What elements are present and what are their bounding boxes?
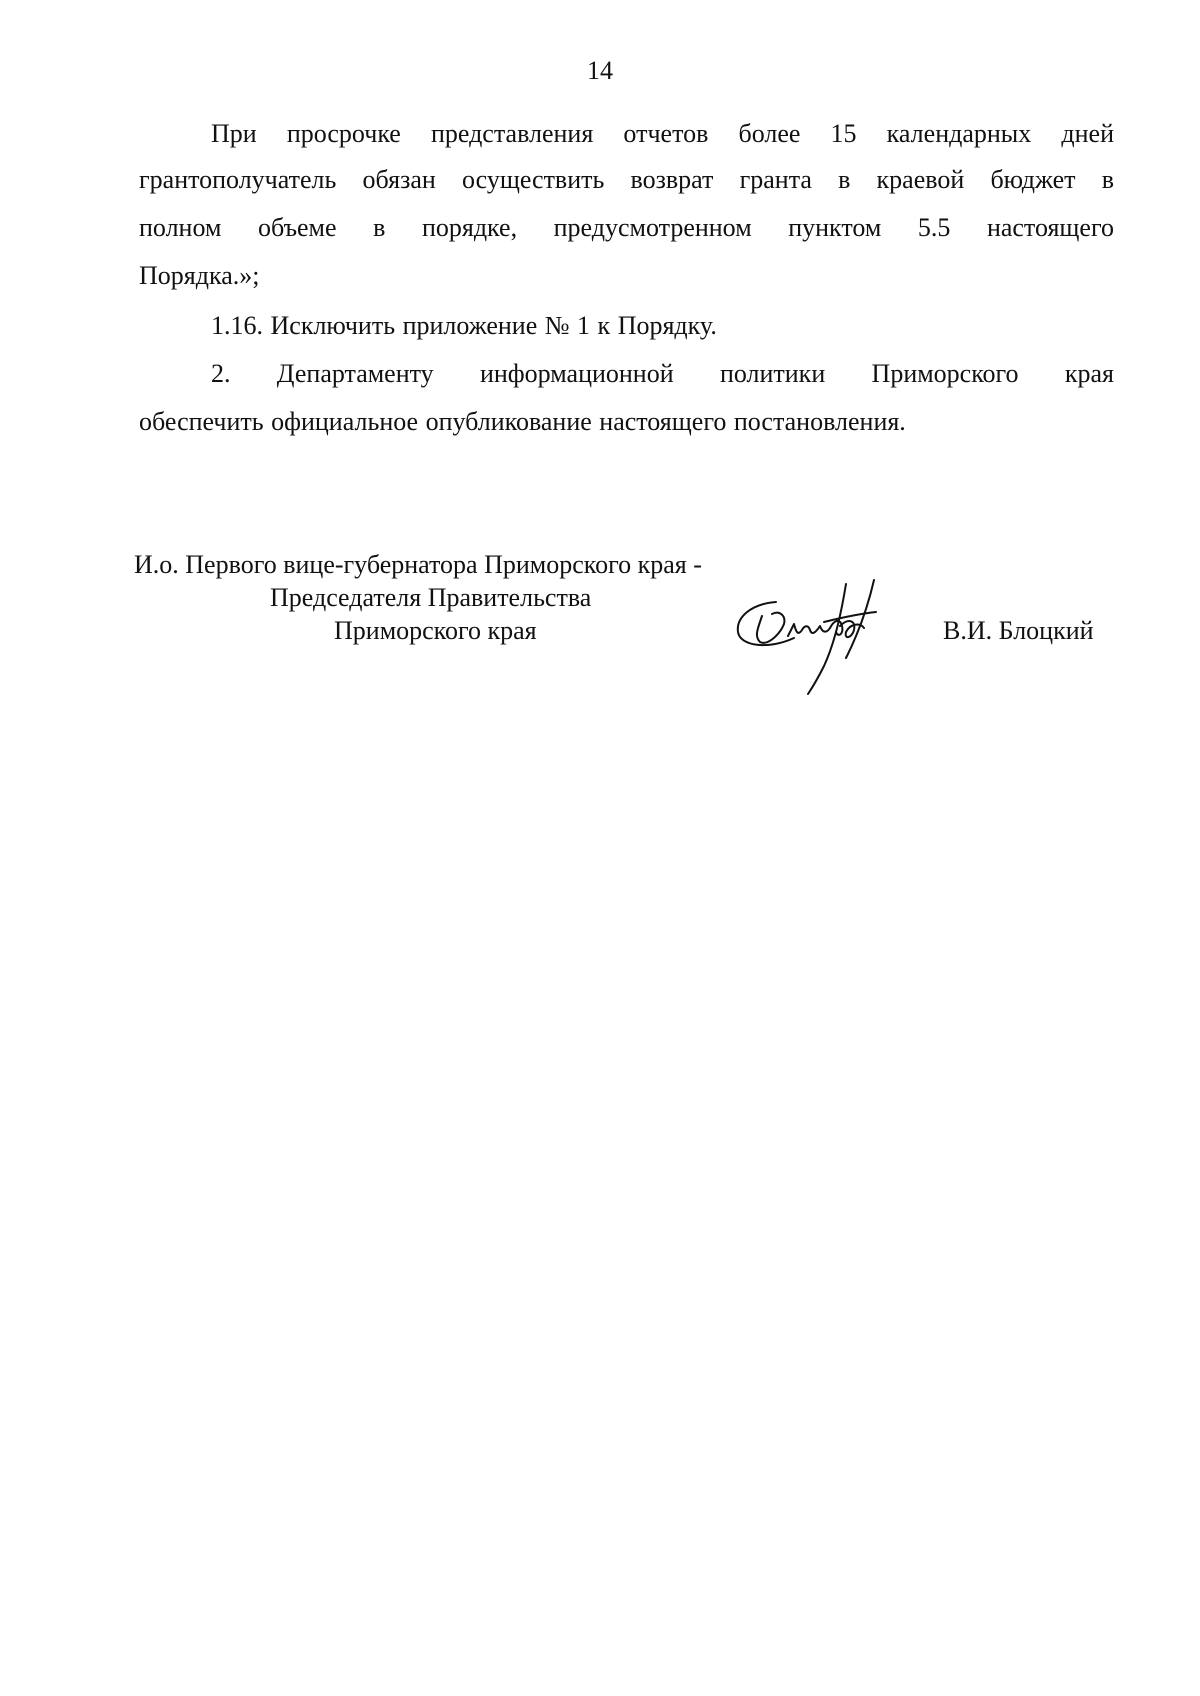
paragraph-line-3: полном объеме в порядке, предусмотренном пунктом 5.5 настоящего — [139, 213, 1114, 242]
page-number: 14 — [587, 56, 613, 85]
paragraph-line-1: При просрочке представления отчетов более 15 календарных дней — [211, 119, 1114, 148]
signer-name: В.И. Блоцкий — [943, 616, 1094, 645]
position-line-2: Председателя Правительства — [270, 583, 592, 612]
position-line-1: И.о. Первого вице-губернатора Приморского края - — [134, 550, 702, 579]
paragraph-line-4: Порядка.»; — [139, 261, 260, 290]
paragraph-line-6: 2. Департаменту информационной политики Приморского края — [211, 359, 1114, 388]
paragraph-line-2: грантополучатель обязан осуществить возврат гранта в краевой бюджет в — [139, 165, 1114, 194]
position-line-3: Приморского края — [334, 616, 537, 645]
paragraph-line-7: обеспечить официальное опубликование настоящего постановления. — [139, 407, 906, 436]
paragraph-line-5: 1.16. Исключить приложение № 1 к Порядку. — [211, 311, 717, 340]
handwritten-signature — [728, 578, 928, 698]
